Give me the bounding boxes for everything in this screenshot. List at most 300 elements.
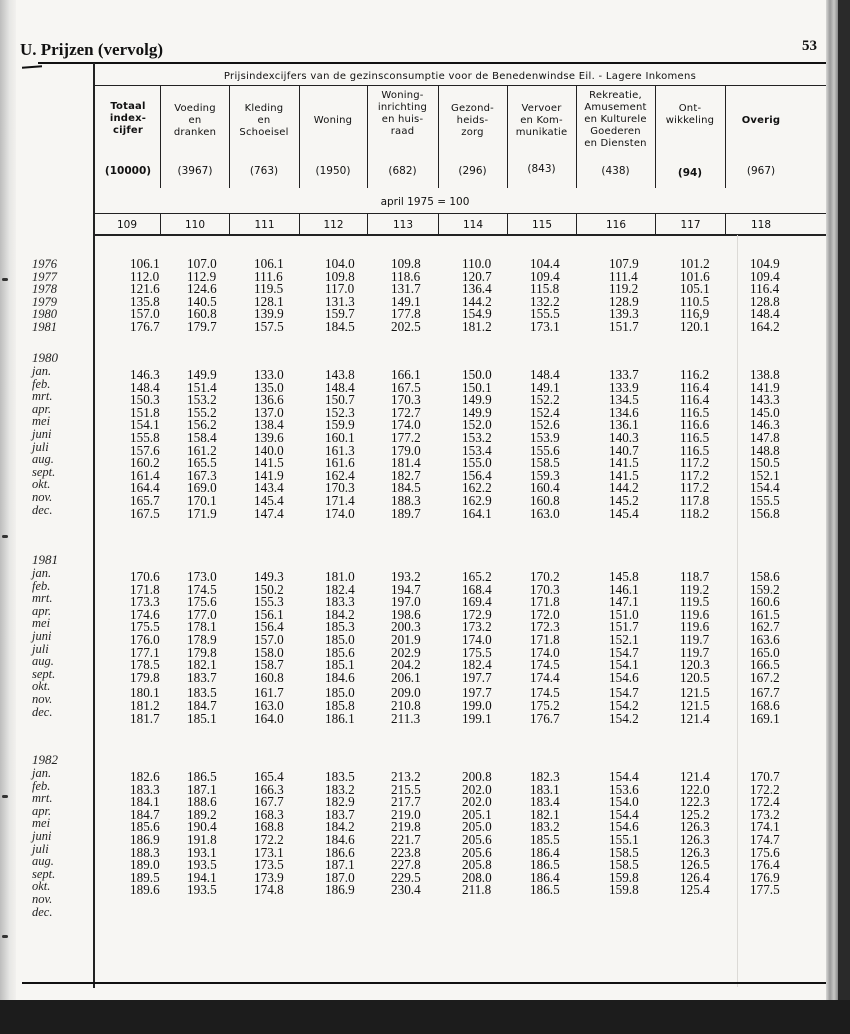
table-cell: 169.0	[187, 480, 217, 496]
table-cell: 154.9	[462, 306, 492, 322]
table-cell: 184.1	[130, 794, 160, 810]
table-cell: 174.0	[530, 644, 560, 660]
colhead-line: dranken	[173, 127, 217, 138]
row-label-year: 1981	[32, 320, 57, 334]
table-cell: 106.1	[130, 256, 160, 271]
row-label-month: apr.	[32, 401, 52, 416]
colhead-rekreatie	[577, 90, 654, 150]
faint-divider	[737, 235, 738, 987]
table-cell: 120.7	[462, 268, 492, 284]
colhead-line	[300, 103, 366, 115]
table-cell: 181.4	[391, 455, 421, 471]
table-cell: 107.9	[609, 256, 639, 271]
colhead-woning	[300, 103, 366, 127]
table-cell: 175.6	[750, 844, 780, 860]
table-cell: 117.0	[325, 281, 355, 297]
table-cell: 116.5	[680, 442, 710, 458]
table-cell: 152.1	[609, 632, 639, 647]
table-cell: 170.3	[391, 392, 421, 408]
table-cell: 109.8	[391, 256, 421, 271]
table-cell: 187.1	[325, 857, 355, 873]
colhead-line: Goederen	[590, 126, 641, 137]
table-cell: 153.9	[530, 430, 560, 445]
table-cell: 205.6	[462, 844, 492, 860]
row-label-month: mei	[32, 616, 51, 631]
table-cell: 145.0	[750, 404, 780, 420]
weight-woning: (1950)	[315, 165, 351, 177]
table-cell: 119.2	[609, 281, 639, 297]
colnum: 114	[462, 219, 484, 231]
table-cell: 186.9	[325, 882, 355, 898]
table-cell: 157.0	[130, 306, 160, 322]
table-cell: 173.2	[462, 619, 492, 635]
table-cell: 154.1	[130, 417, 160, 433]
table-cell: 145.2	[609, 493, 639, 508]
table-cell: 104.4	[530, 256, 560, 271]
weight-voeding: (3967)	[177, 165, 213, 177]
table-cell: 119.6	[680, 619, 710, 635]
table-cell: 193.5	[187, 882, 217, 898]
colhead-line: cijfer	[112, 125, 144, 136]
table-cell: 155.1	[609, 832, 639, 847]
table-cell: 160.8	[187, 306, 217, 322]
table-cell: 146.1	[609, 581, 639, 597]
table-cell: 143.3	[750, 392, 780, 408]
row-label-month: okt.	[32, 679, 51, 694]
table-cell: 159.7	[325, 306, 355, 322]
table-cell: 112.9	[187, 268, 217, 284]
table-cell: 184.2	[325, 606, 355, 622]
table-cell: 183.2	[325, 781, 355, 797]
table-cell: 184.5	[325, 319, 355, 334]
table-cell: 155.5	[530, 306, 560, 322]
table-cell: 176.9	[750, 869, 780, 885]
colhead-line: en Diensten	[584, 138, 647, 149]
colhead-line: Rekreatie,	[589, 90, 642, 101]
row-label-month: juni	[32, 629, 52, 643]
table-cell: 153.2	[187, 392, 217, 408]
table-cell: 206.1	[391, 669, 421, 685]
row-label-month: feb.	[32, 578, 51, 593]
weight-overig: (967)	[746, 165, 776, 177]
colnum: 110	[184, 219, 206, 231]
table-cell: 126.5	[680, 857, 710, 873]
table-cell: 140.0	[254, 442, 284, 458]
table-cell: 165.2	[462, 569, 492, 584]
table-cell: 168.6	[750, 698, 780, 713]
table-cell: 181.7	[130, 710, 160, 726]
table-cell: 149.1	[391, 293, 421, 309]
table-cell: 170.2	[530, 569, 560, 584]
table-cell: 158.4	[187, 430, 217, 445]
colhead-line: en Kulturele	[584, 114, 647, 125]
table-cell: 188.3	[391, 493, 421, 508]
table-cell: 223.8	[391, 844, 421, 860]
row-label-month: juli	[32, 641, 49, 656]
table-cell: 174.5	[187, 581, 217, 597]
table-cell: 145.8	[609, 569, 639, 584]
year-heading: 1981	[32, 552, 58, 567]
row-label-year: 1976	[32, 257, 57, 271]
section-title: U. Prijzen (vervolg)	[20, 40, 164, 59]
table-cell: 139.6	[254, 430, 284, 445]
table-cell: 148.4	[750, 306, 780, 322]
table-title: Prijsindexcijfers van de gezinsconsumptie voor de Benedenwindse Eil. - Lagere Inkomens	[223, 71, 697, 82]
table-cell: 167.5	[130, 505, 160, 521]
table-cell: 183.3	[325, 594, 355, 610]
table-cell: 182.7	[391, 467, 421, 483]
table-cell: 121.6	[130, 281, 160, 297]
table-cell: 185.6	[325, 644, 355, 660]
table-cell: 149.9	[462, 404, 492, 420]
colhead-overig	[726, 115, 796, 127]
table-cell: 152.2	[530, 392, 560, 408]
table-cell: 117.2	[680, 455, 710, 471]
table-cell: 174.6	[130, 606, 160, 622]
row-label-month: dec.	[32, 704, 53, 719]
colhead-line: Woning	[313, 115, 353, 126]
table-cell: 126.3	[680, 819, 710, 835]
weight-woninginrichting: (682)	[388, 165, 417, 177]
table-cell: 115.8	[530, 281, 560, 297]
table-cell: 152.1	[750, 467, 780, 483]
table-cell: 191.8	[187, 832, 217, 847]
table-cell: 183.4	[530, 794, 560, 810]
table-cell: 104.0	[325, 256, 355, 271]
table-cell: 211.3	[391, 710, 421, 726]
table-cell: 185.5	[530, 832, 560, 847]
table-cell: 159.8	[609, 869, 639, 885]
table-cell: 186.5	[187, 769, 217, 784]
table-cell: 209.0	[391, 685, 421, 701]
table-cell: 141.9	[254, 467, 284, 483]
table-cell: 141.5	[609, 467, 639, 483]
row-label-month: nov.	[32, 490, 53, 504]
table-cell: 119.6	[680, 606, 710, 622]
base-period-label: april 1975 = 100	[380, 196, 470, 208]
table-cell: 134.5	[609, 392, 639, 408]
table-cell: 146.3	[750, 417, 780, 433]
table-cell: 154.7	[609, 644, 639, 660]
table-cell: 167.3	[187, 467, 217, 483]
table-cell: 197.7	[462, 669, 492, 685]
table-cell: 174.8	[254, 882, 284, 898]
table-cell: 202.9	[391, 644, 421, 660]
table-cell: 197.7	[462, 685, 492, 701]
background-dark	[0, 1000, 850, 1034]
table-cell: 221.7	[391, 832, 421, 847]
table-cell: 154.2	[609, 698, 639, 713]
table-cell: 185.8	[325, 698, 355, 713]
colnum: 109	[116, 219, 138, 231]
table-cell: 171.8	[530, 594, 560, 610]
table-cell: 132.2	[530, 293, 560, 309]
table-cell: 155.0	[462, 455, 492, 471]
table-cell: 116,9	[680, 306, 710, 322]
table-cell: 177.2	[391, 430, 421, 445]
table-cell: 154.4	[750, 480, 780, 496]
year-heading: 1980	[32, 350, 58, 365]
table-cell: 119.7	[680, 644, 710, 660]
table-cell: 172.3	[530, 619, 560, 635]
colhead-line: zorg	[461, 127, 484, 138]
table-cell: 173.9	[254, 869, 284, 885]
table-cell: 143.8	[325, 367, 355, 382]
table-cell: 170.3	[325, 480, 355, 496]
table-cell: 185.3	[325, 619, 355, 635]
table-cell: 184.7	[187, 698, 217, 713]
table-cell: 156.2	[187, 417, 217, 433]
table-cell: 118.6	[391, 268, 421, 284]
table-cell: 156.4	[462, 467, 492, 483]
table-cell: 160.1	[325, 430, 355, 445]
row-label-month: sept.	[32, 866, 56, 881]
table-cell: 164.0	[254, 710, 284, 726]
table-cell: 172.4	[750, 794, 780, 810]
table-cell: 122.0	[680, 781, 710, 797]
table-cell: 109.8	[325, 268, 355, 284]
table-cell: 145.4	[609, 505, 639, 521]
weight-kleding: (763)	[249, 165, 279, 177]
row-label-year: 1977	[32, 269, 57, 284]
table-cell: 119.5	[680, 594, 710, 610]
table-cell: 165.7	[130, 493, 160, 508]
row-label-month: okt.	[32, 879, 51, 894]
row-label-month: mrt.	[32, 389, 53, 404]
table-cell: 186.5	[530, 857, 560, 873]
weight-vervoer: (843)	[527, 163, 556, 175]
table-cell: 128.8	[750, 293, 780, 309]
row-label-month: feb.	[32, 778, 51, 793]
table-cell: 208.0	[462, 869, 492, 885]
table-cell: 167.2	[750, 669, 780, 685]
table-cell: 186.9	[130, 832, 160, 847]
table-cell: 179.7	[187, 319, 217, 334]
table-cell: 173.1	[254, 844, 284, 860]
colhead-line: wikkeling	[665, 115, 715, 126]
table-cell: 200.8	[462, 769, 492, 784]
colhead-voeding	[162, 103, 228, 139]
row-label-year: 1980	[32, 307, 57, 322]
table-cell: 131.7	[391, 281, 421, 297]
table-cell: 205.6	[462, 832, 492, 847]
page-number: 53	[802, 38, 817, 54]
table-cell: 151.0	[609, 606, 639, 622]
top-rule-curve	[22, 65, 42, 68]
table-cell: 158.5	[609, 844, 639, 860]
table-cell: 182.9	[325, 794, 355, 810]
table-cell: 158.6	[750, 569, 780, 584]
row-label-month: juli	[32, 841, 49, 856]
table-cell: 120.3	[680, 657, 710, 673]
table-cell: 157.0	[254, 632, 284, 647]
table-cell: 182.6	[130, 769, 160, 784]
table-cell: 158.7	[254, 657, 284, 673]
row-label-year: 1979	[32, 294, 57, 309]
table-cell: 159.3	[530, 467, 560, 483]
table-cell: 229.5	[391, 869, 421, 885]
table-cell: 140.5	[187, 293, 217, 309]
table-cell: 147.1	[609, 594, 639, 610]
table-cell: 181.2	[130, 698, 160, 713]
weight-totaal: (10000)	[104, 165, 152, 177]
table-cell: 175.2	[530, 698, 560, 713]
table-cell: 138.8	[750, 367, 780, 382]
table-cell: 172.0	[530, 606, 560, 622]
table-cell: 184.6	[325, 832, 355, 847]
table-cell: 189.2	[187, 806, 217, 822]
colnum: 118	[750, 219, 772, 231]
table-cell: 174.0	[462, 632, 492, 647]
table-cell: 213.2	[391, 769, 421, 784]
table-cell: 177.8	[391, 306, 421, 322]
table-cell: 189.0	[130, 857, 160, 873]
table-cell: 167.5	[391, 379, 421, 395]
table-cell: 116.4	[680, 392, 710, 408]
table-cell: 188.6	[187, 794, 217, 810]
top-rule	[38, 62, 830, 64]
colnum: 112	[323, 219, 344, 231]
table-cell: 176.4	[750, 857, 780, 873]
table-cell: 183.7	[325, 806, 355, 822]
table-cell: 171.4	[325, 493, 355, 508]
table-cell: 119.2	[680, 581, 710, 597]
table-cell: 173.1	[530, 319, 560, 334]
table-cell: 154.6	[609, 819, 639, 835]
table-cell: 175.5	[130, 619, 160, 635]
row-label-month: juli	[32, 439, 49, 454]
table-cell: 141.5	[254, 455, 284, 471]
table-cell: 171.9	[187, 505, 217, 521]
table-cell: 183.5	[187, 685, 217, 701]
row-label-month: sept.	[32, 464, 56, 479]
table-cell: 189.6	[130, 882, 160, 898]
table-cell: 150.5	[750, 455, 780, 471]
table-cell: 202.0	[462, 794, 492, 810]
table-cell: 136.6	[254, 392, 284, 408]
table-cell: 177.0	[187, 606, 217, 622]
table-cell: 148.4	[530, 367, 560, 382]
table-cell: 150.2	[254, 581, 284, 597]
table-cell: 119.7	[680, 632, 710, 647]
table-cell: 128.1	[254, 293, 284, 309]
table-cell: 187.1	[187, 781, 217, 797]
table-cell: 179.0	[391, 442, 421, 458]
table-cell: 185.6	[130, 819, 160, 835]
table-cell: 154.2	[609, 710, 639, 726]
table-cell: 110.5	[680, 293, 710, 309]
table-cell: 175.5	[462, 644, 492, 660]
table-cell: 150.7	[325, 392, 355, 408]
table-cell: 154.0	[609, 794, 639, 810]
table-cell: 117.8	[680, 493, 710, 508]
table-cell: 182.4	[325, 581, 355, 597]
table-cell: 167.7	[750, 685, 780, 701]
table-cell: 145.4	[254, 493, 284, 508]
table-cell: 155.2	[187, 404, 217, 420]
table-cell: 172.7	[391, 404, 421, 420]
colhead-line: en	[257, 115, 271, 126]
table-cell: 144.2	[462, 293, 492, 309]
row-label-month: aug.	[32, 452, 54, 467]
table-cell: 128.9	[609, 293, 639, 309]
table-cell: 205.1	[462, 806, 492, 822]
table-cell: 186.1	[325, 710, 355, 726]
table-cell: 174.0	[325, 505, 355, 521]
table-cell: 147.4	[254, 505, 284, 521]
table-cell: 116.5	[680, 430, 710, 445]
table-cell: 188.3	[130, 844, 160, 860]
table-cell: 104.9	[750, 256, 780, 271]
table-cell: 189.7	[391, 505, 421, 521]
colhead-line: Kleding	[244, 103, 284, 114]
colhead-line: index-	[109, 113, 147, 124]
table-cell: 166.3	[254, 781, 284, 797]
table-cell: 168.3	[254, 806, 284, 822]
year-heading: 1982	[32, 752, 58, 767]
table-cell: 158.0	[254, 644, 284, 660]
colhead-line: Ont-	[678, 103, 702, 114]
table-cell: 159.9	[325, 417, 355, 433]
row-label-year: 1978	[32, 282, 57, 297]
table-cell: 181.0	[325, 569, 355, 584]
table-cell: 183.5	[325, 769, 355, 784]
row-label-month: feb.	[32, 376, 51, 391]
table-cell: 156.1	[254, 606, 284, 622]
table-cell: 185.0	[325, 685, 355, 701]
table-cell: 161.7	[254, 685, 284, 701]
row-label-month: dec.	[32, 904, 53, 919]
table-cell: 151.7	[609, 319, 639, 334]
colnum-top-rule	[94, 213, 831, 214]
table-cell: 155.8	[130, 430, 160, 445]
table-cell: 117.2	[680, 480, 710, 496]
binder-margin	[0, 0, 16, 1000]
title-divider	[94, 85, 831, 86]
table-cell: 126.4	[680, 869, 710, 885]
table-cell: 116.4	[750, 281, 780, 297]
table-cell: 165.0	[750, 644, 780, 660]
table-cell: 107.0	[187, 256, 217, 271]
table-cell: 173.5	[254, 857, 284, 873]
table-cell: 179.8	[187, 644, 217, 660]
table-cell: 148.4	[130, 379, 160, 395]
row-label-month: mei	[32, 414, 51, 429]
table-cell: 112.0	[130, 268, 160, 284]
table-cell: 154.6	[609, 669, 639, 685]
table-cell: 116.4	[680, 379, 710, 395]
table-cell: 172.2	[254, 832, 284, 847]
row-label-month: jan.	[32, 766, 52, 780]
table-cell: 124.6	[187, 281, 217, 297]
table-cell: 150.0	[462, 367, 492, 382]
table-cell: 186.4	[530, 869, 560, 885]
row-label-month: apr.	[32, 803, 52, 818]
page-edge	[826, 0, 838, 1034]
table-cell: 171.8	[530, 632, 560, 647]
table-cell: 170.7	[750, 769, 780, 784]
table-cell: 193.5	[187, 857, 217, 873]
table-cell: 176.0	[130, 632, 160, 647]
row-label-month: aug.	[32, 854, 54, 869]
table-cell: 152.6	[530, 417, 560, 433]
colnum: 113	[392, 219, 414, 231]
table-cell: 141.9	[750, 379, 780, 395]
table-cell: 162.2	[462, 480, 492, 496]
table-cell: 184.6	[325, 669, 355, 685]
table-cell: 121.4	[680, 769, 710, 784]
table-cell: 163.0	[530, 505, 560, 521]
